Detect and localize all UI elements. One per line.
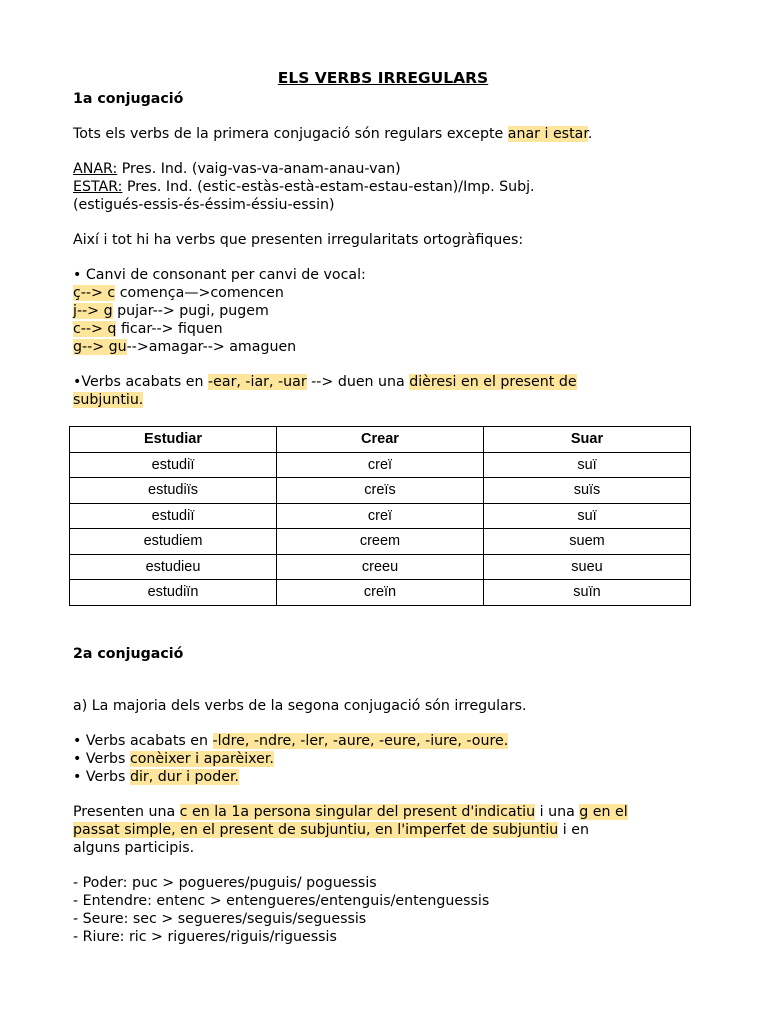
- section-heading-second: 2a conjugació: [73, 646, 184, 662]
- dieresi-paragraph-cont: [73, 391, 693, 409]
- rule-highlight: g--> gu: [73, 339, 127, 355]
- table-cell: creem: [277, 529, 484, 555]
- document-page-top: [73, 68, 693, 409]
- presenten-end: i en: [558, 822, 589, 838]
- bullet-highlight: conèixer i aparèixer.: [129, 751, 274, 767]
- rule-line: [73, 284, 693, 302]
- table-header-cell: Estudiar: [70, 427, 277, 453]
- intro-paragraph: [73, 125, 693, 143]
- bullet-dir: [73, 768, 693, 786]
- table-cell: estudiï: [70, 452, 277, 478]
- table-row: [70, 478, 691, 504]
- bullet-text: • Verbs: [73, 769, 130, 785]
- anar-line: [73, 160, 693, 178]
- section-heading-first: 1a conjugació: [73, 91, 184, 107]
- table-cell: estudiïs: [70, 478, 277, 504]
- example-line: - Poder: puc > pogueres/puguis/ poguessis: [73, 875, 377, 891]
- presenten-highlight: c en la 1a persona singular del present d'indicatiu: [179, 804, 536, 820]
- table-row: [70, 529, 691, 555]
- table-row: [70, 452, 691, 478]
- ortho-paragraph: Així i tot hi ha verbs que presenten irregularitats ortogràfiques:: [73, 232, 524, 248]
- document-page-bottom: [73, 645, 693, 946]
- table-cell: estudiï: [70, 503, 277, 529]
- estar-label: ESTAR:: [73, 179, 123, 195]
- bullet-text: • Verbs: [73, 751, 130, 767]
- rule-line: [73, 338, 693, 356]
- example-line: - Entendre: entenc > entengueres/entenguis/entenguessis: [73, 893, 490, 909]
- table-cell: creïs: [277, 478, 484, 504]
- table-row: [70, 554, 691, 580]
- presenten-highlight: passat simple, en el present de subjuntiu, en l'imperfet de subjuntiu: [73, 822, 559, 838]
- anar-text: Pres. Ind. (vaig-vas-va-anam-anau-van): [117, 161, 401, 177]
- bullet-highlight: dir, dur i poder.: [129, 769, 240, 785]
- presenten-line-2: [73, 821, 693, 839]
- presenten-line-3: alguns participis.: [73, 840, 195, 856]
- example-line: - Seure: sec > segueres/seguis/seguessis: [73, 911, 367, 927]
- dieresi-highlight: dièresi en el present de: [409, 374, 577, 390]
- table-header-cell: Suar: [484, 427, 691, 453]
- table-row: [70, 580, 691, 606]
- table-cell: suïn: [484, 580, 691, 606]
- table-header-row: [70, 427, 691, 453]
- document-title: ELS VERBS IRREGULARS: [277, 69, 489, 87]
- table-cell: suï: [484, 503, 691, 529]
- table-cell: suïs: [484, 478, 691, 504]
- presenten-text: Presenten una: [73, 804, 180, 820]
- bullet-endings: [73, 732, 693, 750]
- table-cell: estudieu: [70, 554, 277, 580]
- table-cell: creeu: [277, 554, 484, 580]
- presenten-line-1: [73, 803, 693, 821]
- rule-highlight: c--> q: [73, 321, 117, 337]
- table-cell: creï: [277, 503, 484, 529]
- bullet-highlight: -ldre, -ndre, -ler, -aure, -eure, -iure, -oure.: [212, 733, 509, 749]
- anar-label: ANAR:: [73, 161, 118, 177]
- rule-text: -->amagar--> amaguen: [126, 339, 297, 355]
- estar-line: [73, 178, 693, 196]
- intro-text: Tots els verbs de la primera conjugació són regulars excepte: [73, 126, 508, 142]
- example-line: - Riure: ric > rigueres/riguis/riguessis: [73, 929, 337, 945]
- dieresi-paragraph: [73, 373, 693, 391]
- dieresi-mid: --> duen una: [306, 374, 410, 390]
- presenten-highlight: g en el: [579, 804, 628, 820]
- intro-end: .: [587, 126, 593, 142]
- rule-text: comença—>comencen: [115, 285, 284, 301]
- bullet-text: • Verbs acabats en: [73, 733, 213, 749]
- table-cell: sueu: [484, 554, 691, 580]
- rule-highlight: ç--> c: [73, 285, 116, 301]
- rule-text: pujar--> pugi, pugem: [112, 303, 269, 319]
- rule-text: ficar--> fiquen: [116, 321, 223, 337]
- table-row: [70, 503, 691, 529]
- intro-highlight: anar i estar: [507, 126, 588, 142]
- table-header-cell: Crear: [277, 427, 484, 453]
- estar-subj-line: (estigués-essis-és-éssim-éssiu-essin): [73, 197, 335, 213]
- table-cell: creïn: [277, 580, 484, 606]
- table-cell: creï: [277, 452, 484, 478]
- dieresi-highlight-cont: subjuntiu.: [73, 392, 144, 408]
- majoria-paragraph: a) La majoria dels verbs de la segona conjugació són irregulars.: [73, 698, 527, 714]
- dieresi-text: •Verbs acabats en: [73, 374, 209, 390]
- conjugation-table: [69, 426, 691, 606]
- table-cell: estudiïn: [70, 580, 277, 606]
- canvi-bullet: • Canvi de consonant per canvi de vocal:: [73, 267, 366, 283]
- table-cell: suï: [484, 452, 691, 478]
- table-cell: estudiem: [70, 529, 277, 555]
- rule-line: [73, 320, 693, 338]
- rule-highlight: j--> g: [73, 303, 113, 319]
- table-cell: suem: [484, 529, 691, 555]
- rule-line: [73, 302, 693, 320]
- estar-text: Pres. Ind. (estic-estàs-està-estam-estau-estan)/Imp. Subj.: [122, 179, 535, 195]
- presenten-mid: i una: [535, 804, 580, 820]
- dieresi-highlight-endings: -ear, -iar, -uar: [208, 374, 307, 390]
- bullet-coneixer: [73, 750, 693, 768]
